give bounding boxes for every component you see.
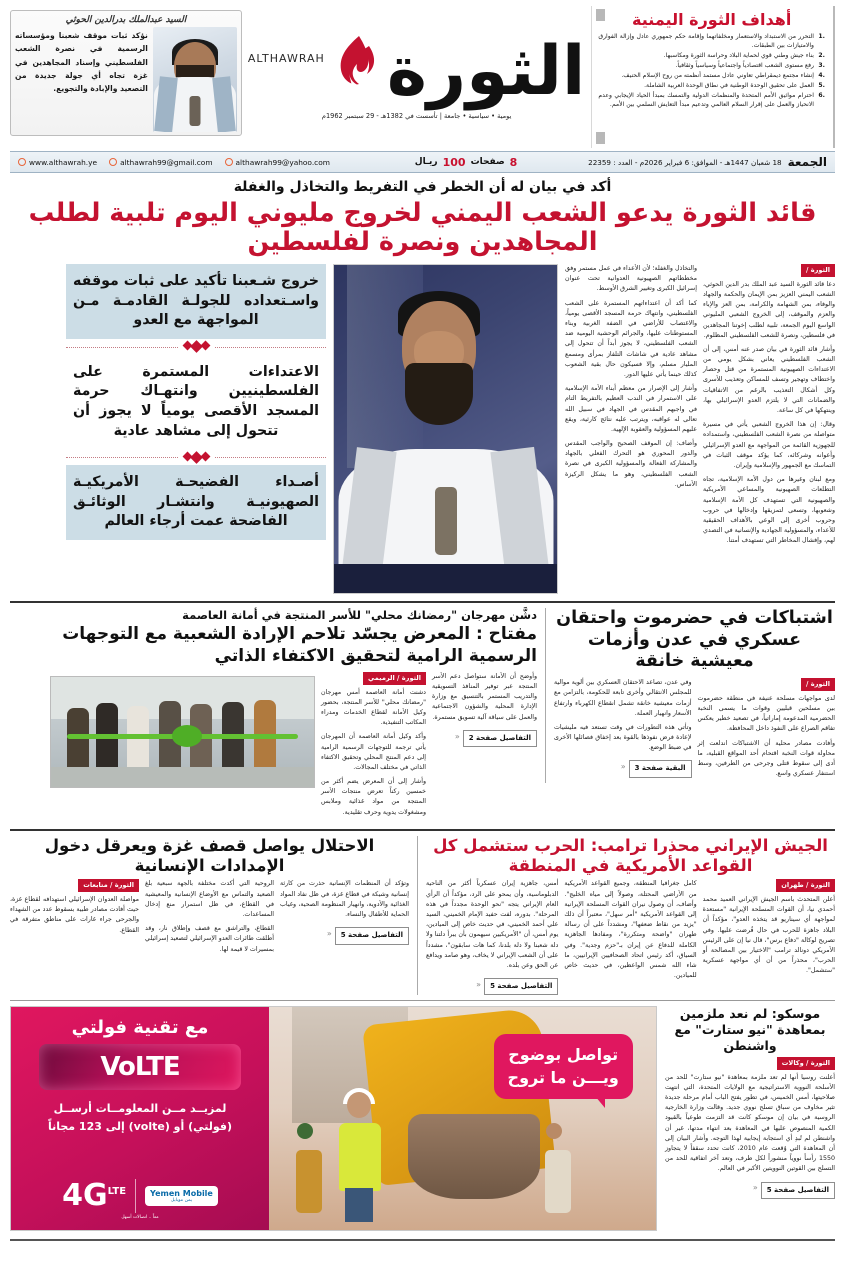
article-paragraph: الروحية التي أكدت مختلفة بالجهة سبعية بلغ الصعيد والتماس مع الأوضاع الإنسانية والمعيشية في القطاع، في ظل استمرار منع إدخال المساعدات.: [145, 880, 274, 918]
goals-item: [598, 92, 825, 110]
continuation-link[interactable]: التفاصيل صفحة 5: [335, 927, 409, 944]
goals-item: [598, 72, 825, 81]
continuation-link[interactable]: التفاصيل صفحة 5: [484, 978, 558, 995]
article-paragraph: مواصلة العدوان الإسرائيلي استهدافه لقطاع غزة، حيث أفادت مصادر طبية بسقوط عدد من الشهداء والجرحى جراء غارات على مناطق متفرقة في القطاع.: [10, 896, 139, 934]
pages-label: صفحات: [470, 157, 505, 167]
gmail-address: althawrah99@gmail.com: [120, 157, 213, 167]
volte-wordmark: VoLTE: [100, 1052, 180, 1083]
lead-paragraph: وقال: إن هذا الخروج الشعبي يأتي في مسيرة متواصلة من نصرة الشعب الفلسطيني، واستمداده للجهوزية القائمة من المواجهة مع العدو الإسرائيلي وأعوانه وشركائه، كما يؤكد موقف الثبات في التماسك مع الجمهور والإسلامية وإيران.: [703, 421, 835, 469]
goals-item-text: العمل على تحقيق الوحدة الوطنية في نطاق الوحدة العربية الشاملة.: [644, 81, 814, 89]
ad-worker-main: [335, 1092, 387, 1221]
globe-icon: [18, 158, 26, 166]
globe-icon: [109, 158, 117, 166]
byline-tag: الثورة / طهران: [776, 879, 835, 892]
goals-item-text: بناء جيش وطني قوي لحماية البلاد وحراسة الثورة ومكاسبها.: [663, 51, 814, 59]
lead-paragraph: وأشار إلى الإصرار من معظم أبناء الأمة الإسلامية على الاستمرار في الندب العظيم بالتفريط التام في واجبهم المقدس في الجهاد في سبيل الله تعالى له عواقبه، ويترتب عليه نتائج كارثية، ويقع عليهم المسؤولية والعقوبة الإلهية.: [565, 385, 697, 433]
portrait-desk: [334, 564, 557, 594]
article-headline[interactable]: اشتباكات في حضرموت واحتقان عسكري في عدن وأزمات معيشية خانقة: [556, 608, 833, 672]
festival-photo: [50, 676, 315, 788]
lead-paragraph: دعا قائد الثورة السيد عبد الملك بدر الدين الحوثي، الشعب اليمني العزيز بمن الإيمان والحكمة والجهاد والوفاء، بمن الشهامة والكرامة، بمن العز والإباء والعزم والموقف، إلى الخروج الشعبي المليوني الواسع اليوم الجمعة، تلبية لطلب إخوتنا المجاهدين في فلسطين، ونصرة للشعب الفلسطيني المظلوم.: [703, 280, 835, 339]
lead-paragraph: وأضاف: إن الموقف الصحيح والواجب المقدس والدور المحوري هو التحرك الفعلي بالجهاد والمشاركة الفعالة والمسؤولية الكبرى في نصرة الشعب الفلسطيني، وهو ما يشكل الركيزة الأساس.: [565, 440, 697, 488]
goals-item-text: إنشاء مجتمع ديمقراطي تعاوني عادل مستمد أنظمته من روح الإسلام الحنيف.: [621, 71, 814, 79]
currency-label: ريـال: [414, 157, 438, 167]
goals-item-text: التحرر من الاستبداد والاستعمار ومخلفاتهما وإقامة حكم جمهوري عادل وإزالة الفوارق والامتيازات بين الطبقات.: [598, 33, 814, 49]
chevron-icon: «: [620, 762, 626, 772]
excavator-bucket: [408, 1114, 540, 1199]
goals-item-text: احترام مواثيق الأمم المتحدة والمنظمات الدولية والتمسك بمبدأ الحياد الإيجابي وعدم الانحياز والعمل على إقرار السلام العالمي وتدعيم مبدأ التعايش السلمي بين الأمم.: [598, 91, 814, 108]
divider: [135, 1179, 136, 1213]
diamond-divider-icon: [179, 342, 214, 351]
article-columns: [10, 879, 409, 958]
article-paragraph: وأشار إلى أن المعرض يضم أكثر من خمسين ركناً تعرض منتجات الأسر المنتجة من مواد غذائية وملابس ومشغولات يدوية وحرف تقليدية.: [321, 778, 426, 816]
article-hadhramaut: [545, 608, 835, 783]
section-divider: [10, 1000, 835, 1001]
goals-list: [598, 33, 825, 110]
day-label: الجمعة: [787, 155, 827, 169]
goals-item-number: .3: [818, 61, 825, 69]
goals-item: [598, 52, 825, 61]
ad-worker-secondary: [541, 1123, 571, 1212]
article-paragraph: وأوضح أن الأمانة ستواصل دعم الأسر المنتجة عبر توفير المنافذ التسويقية والتدريب المستمر بالتنسيق مع وزارة الإدارة المحلية والشؤون الاجتماعية والعمل على سياقة آلية تسويق مستمرة.: [432, 672, 537, 721]
goals-item-number: .6: [818, 91, 825, 99]
subheadline-box[interactable]: الاعتداءات المستمرة على الفلسطينيين وانتهـاك حرمة المسجد الأقصى يومياً لا يجوز أن تتحول إلى مشاهد عادية: [66, 355, 326, 449]
leader-portrait-main: [333, 264, 558, 594]
continuation-wrap: [554, 757, 692, 777]
leader-quote-box: [10, 10, 242, 136]
article-headline[interactable]: الاحتلال يواصل قصف غزة ويعرقل دخول الإمدادات الإنسانية: [44, 835, 375, 875]
subheadline-box[interactable]: خروج شـعبنا تأكيد على ثبات موقفه واسـتعداده للجولـة القادمـة مـن المواجهة مع العدو: [66, 264, 326, 339]
ad-panel: [11, 1007, 269, 1230]
footer-divider: [10, 1239, 835, 1241]
byline-tag: الثورة / متابعات: [78, 879, 139, 892]
diamond-icon: [182, 451, 192, 461]
article-paragraph: وفي عدن، تصاعد الاحتقان العسكري بين ألوية موالية للمجلس الانتقالي وأخرى تابعة للحكومة، بالتزامن مع أزمات معيشية خانقة تشمل انقطاع الكهرباء وارتفاع الأسعار وانهيار العملة.: [554, 679, 692, 717]
goals-item: [598, 82, 825, 91]
safety-vest: [339, 1123, 381, 1190]
newspaper-logo: [242, 6, 591, 148]
goals-item-text: رفع مستوى الشعب اقتصادياً واجتماعياً وسياسياً وثقافياً.: [675, 61, 814, 69]
lead-column-left: [565, 264, 697, 550]
article-column: [280, 879, 409, 958]
article-paragraph: وتأتي هذه التطورات في وقت تستعد فيه مليشيات لإعادة فرض نفوذها بالقوة بعد إخفاق فصائلها الأخرى في ضبط الوضع.: [554, 723, 692, 752]
continuation-wrap: [426, 975, 558, 995]
worker-head: [546, 1123, 562, 1139]
worker-head: [347, 1092, 371, 1118]
article-paragraph: وأفادت مصادر محلية أن الاشتباكات اندلعت إثر محاولة قوات النخبة اقتحام أحد المواقع القبلية، ما أدى إلى سقوط قتلى وجرحى من الطرفين، وسط استنفار عسكري واسع.: [697, 739, 835, 778]
lead-paragraph: ومع لبنان وغيرها من دول الأمة الإسلامية، تجاه التطلعات الصهيونية والمساعي الأمريكية والصهيونية التي تستهدف كل الأمة الإسلامية وشعوبها، وتسعى لتمزيقها وإدخالها في حروب وحروب أخرى إلى الوعي بالأهداف الحقيقية للأعداء، والمسؤولية الجهادية والإنسانية في التصدي لهم، وإفشال المخاطر التي تستهدف أمتنا.: [703, 476, 835, 545]
goals-item-number: .5: [818, 81, 825, 89]
continuation-wrap: [432, 727, 537, 747]
lead-text-columns: [565, 264, 835, 550]
leader-portrait-small: [153, 27, 237, 132]
pages-count: 8: [509, 155, 518, 169]
lead-kicker: أكد في بيان له أن الخطر في التفريط والتخاذل والغفلة: [233, 179, 612, 195]
portrait-jambiya: [435, 487, 457, 555]
diamond-icon: [182, 341, 192, 351]
gmail-link[interactable]: [109, 158, 212, 167]
website-url: www.althawrah.ye: [29, 157, 98, 167]
article-iran-warning: [417, 836, 835, 996]
masthead: [0, 0, 845, 148]
lead-subheadlines: [66, 264, 326, 540]
yahoo-link[interactable]: [225, 158, 330, 167]
lead-story: [0, 173, 845, 594]
fourth-band: [0, 1006, 845, 1231]
article-headline[interactable]: الجيش الإيراني محذرا ترامب: الحرب ستشمل كل القواعد الأمريكية في المنطقة: [433, 835, 828, 875]
byline-tag: الثورة /: [801, 264, 835, 277]
continuation-link[interactable]: التفاصيل صفحة 5: [761, 1182, 835, 1199]
ad-info-line2: (فولتي) أو (volte) إلى 123 مجاناً: [47, 1120, 233, 1134]
ad-info-line1: لمزيــد مــن المعلومــات أرســل: [53, 1102, 227, 1116]
article-column: [703, 879, 835, 995]
chevron-icon: «: [476, 979, 482, 989]
continuation-wrap: [280, 924, 409, 944]
network-badge: [62, 1178, 126, 1213]
article-paragraph: دشنت أمانة العاصمة أمس مهرجان "رمضانك محلي" للأسر المنتجة، بحضور وكيل الأمانة لقطاع الخدمات ومدراء المكاتب التنفيذية.: [321, 688, 426, 727]
volte-logo: [39, 1044, 240, 1090]
chevron-icon: «: [454, 731, 460, 741]
article-paragraph: القطاع، والتراشق مع قصف وإطلاق نار، وقد أطلقت طائرات العدو الإسرائيلي لتصعيد إسرائيلي بمسيرات لا قيمة لها.: [145, 925, 274, 953]
network-type: LTE: [107, 1186, 127, 1198]
advertisement-yemen-mobile[interactable]: [10, 1006, 657, 1231]
website-link[interactable]: [18, 158, 97, 167]
byline-tag: الثورة /: [801, 678, 835, 691]
ad-worker-tertiary: [292, 1123, 322, 1212]
quote-body: [15, 27, 237, 132]
operator-tagline: معاً .. اتصالات أسهل: [121, 1215, 159, 1221]
network-generation: 4G: [62, 1178, 108, 1214]
flame-icon: [329, 34, 383, 96]
article-column: [564, 879, 696, 995]
article-headline[interactable]: موسكو: لم نعد ملزمين بمعاهدة "نيو ستارت" مع واشنطن: [674, 1006, 826, 1054]
article-paragraph: وأكد وكيل أمانة العاصمة أن المهرجان يأتي ترجمة للتوجهات الرسمية الرامية إلى دعم المنتج المحلي وتحقيق الاكتفاء الذاتي في مختلف المجالات.: [321, 733, 426, 771]
goals-item-number: .1: [818, 33, 825, 40]
continuation-link[interactable]: البقية صفحة 3: [629, 760, 692, 777]
ad-bubble-line1: تواصل بوضوح: [508, 1045, 619, 1065]
worker-body: [545, 1150, 571, 1212]
continuation-wrap: [665, 1179, 835, 1199]
third-band: [0, 836, 845, 996]
diamond-divider-icon: [179, 453, 214, 462]
globe-icon: [225, 158, 233, 166]
chevron-icon: «: [326, 928, 332, 938]
separator: [66, 339, 326, 355]
portrait-beard: [405, 363, 473, 425]
worker-body: [296, 1150, 322, 1212]
article-paragraph: كامل جغرافيا المنطقة، وجميع القواعد الأمريكية من الأراضي المحتلة، وصولاً إلى مياه الخليج". وأضاف، أن وصول نيران القوات المسلحة الإيرانية إلى القواعد الأمريكية "أمر سهل"، معتبراً أن ذلك "يزيد من نقاط ضعفها"، ومشدداً على أن رسالة طهران "واضحة ومتكررة"، ومفادها الجاهزية الكاملة للدفاع عن إيران بـ"حزم وجدية". وفي السياق، أكد رئيس اتحاد الصحافيين الإيرانيين، ما شاء الله شمس الواعظين، في حديث خاص للميادين.: [564, 880, 697, 980]
article-paragraph: وتؤكد أن المنظمات الإنسانية حذرت من كارثة إنسانية وشيكة في قطاع غزة، في ظل نفاد المواد الغذائية والأدوية، وانهيار المنظومة الصحية، وغياب الحماية للأطفال والنساء.: [280, 880, 409, 918]
price-value: 100: [442, 155, 466, 169]
article-columns: [10, 672, 537, 822]
lead-paragraph: والتخاذل والغفلة؛ لأن الأعداء في عمل مستمر وفق مخططاتهم الصهيونية العدوانية تحت عنوان إسرائيل الكبرى وتغيير الشرق الأوسط.: [565, 265, 697, 293]
article-column: [145, 879, 274, 958]
article-gaza: [10, 836, 409, 959]
logo-row: [247, 31, 586, 111]
article-column: [432, 672, 537, 822]
goals-item: [598, 33, 825, 51]
article-column: [554, 678, 692, 783]
yahoo-address: althawrah99@yahoo.com: [235, 157, 330, 167]
article-headline[interactable]: مفتاح : المعرض يجسّد تلاحم الإرادة الشعبية مع التوجهات الرسمية الرامية لتحقيق الاكتفاء الذاتي: [62, 624, 537, 666]
article-paragraph: أعلنت روسيا أنها لم تعد ملزمة بمعاهدة "نيو ستارت" للحد من الأسلحة النووية الاستراتيجية مع الولايات المتحدة، التي انتهت صلاحيتها، أمس الخميس، في تطور يفتح الباب أمام مرحلة جديدة تثير مخاوف من سباق تسلح نووي جديد. وقالت وزارة الخارجية الروسية في بيان إن موسكو كانت قد التزمت طوعياً بالقيود الكمية المنصوص عليها في المعاهدة بعد انتهاء مدتها، غير أن واشنطن لم تُبدِ أي استجابة إيجابية لهذا التوجه. وأشار البيان إلى أن المعاهدة التي وُقعت عام 2010، كانت تحدد سقفاً لا يتجاوز 1550 رأساً نووياً منشوراً لكل طرف، وتعد آخر اتفاقية للحد من التسلح بين القوتين النوويتين الأكبر في العالم.: [665, 1073, 835, 1173]
info-bar: [10, 151, 835, 173]
ad-footer: [23, 1178, 257, 1213]
article-paragraph: أعلن المتحدث باسم الجيش الإيراني العميد محمد أحمدي نيا، أن القوات المسلحة الإيرانية "مستعدة لمواجهة أي سيناريو قد يتخذه العدو"، مؤكداً أن البلاد جاهزة للحرب في حال فُرضت عليها. وفي تصريح لوكالة "دفاع برس"، قال نيا إن على الرئيس الأمريكي دونالد ترامب "الاختيار بين المصالحة أو الحرب"، محذراً من أن أي مواجهة عسكرية "ستشمل".: [702, 896, 835, 975]
article-column: [10, 879, 139, 958]
article-paragraph: أمس، جاهزية إيران عسكرياً أكثر من الناحية الدبلوماسية، وأن يمحو على الرد، مؤكداً أن الرأي العام الإيراني يتجه "نحو الوحدة مجدداً في هذه المرحلة". بدوره، لفت حفيد الإمام الخميني، السيد علي أحمد الخميني، في حديث خاص إلى الميادين، يوم أمس، أن "الأمريكيين سيهمون بأن يبرأ دلتنا ولا دلة شعبنا ولا دلة بلدنا، كما هات سابقون"، مشدداً على أن الشعب الإيراني لا يخاف، وهو صامد ويدافع عن الحق وعن بلده.: [426, 880, 559, 969]
lead-column-right: [703, 264, 835, 550]
article-column: [426, 879, 558, 995]
issue-date: 18 شعبان 1447هـ - الموافق: 6 فبراير 2026م - العدد : 22359: [588, 157, 782, 167]
lead-paragraph: كما أكد أن اعتداءاتهم المستمرة على الشعب الفلسطيني، وانتهاك حرمة المسجد الأقصى يومياً، والاغتصاب للأراضي في الضفة الغربية وبناء المستوطنات عليها، والجرائم الوحشية اليومية ضد الشعب الفلسطيني، لا يجوز أبداً أن تتحول إلى مشاهد عادية في شاشات التلفاز بمرأى ومسمع المليار مسلم، وإلا فسيكون حال بقية الشعوب كذلك حينما يأتي عليها الدور.: [565, 299, 697, 378]
chevron-icon: «: [752, 1183, 758, 1193]
photo-ground: [51, 767, 314, 787]
goals-item-number: .4: [818, 71, 825, 79]
second-band: [0, 608, 845, 822]
goals-item: [598, 62, 825, 71]
byline-tag: الثورة / وكالات: [777, 1057, 835, 1070]
article-column: [698, 678, 836, 783]
goals-item-number: .2: [818, 51, 825, 59]
goals-title: أهداف الثورة اليمنية: [632, 10, 792, 29]
leader-quote-text: نؤكد ثبات موقف شعبنا ومؤسساته الرسمية في نصرة الشعب الفلسطيني وإسناد المجاهدين في غزة تجاه أي جولة جديدة من التصعيد والإبادة والتجويع.: [15, 31, 148, 94]
article-paragraph: لدى مواجهات مسلحة عنيفة في منطقة حضرموت بين مسلحين قبليين وقوات ما يسمى النخبة الحضرمية المدعومة إماراتياً، في تصعيد خطير يعكس تفاقم الصراع على النفوذ داخل المحافظة.: [697, 694, 835, 733]
yemen-mobile-logo: [145, 1186, 218, 1206]
revolution-goals-box: [591, 6, 835, 148]
contact-links: [18, 158, 330, 167]
logo-arabic-title: الثورة: [386, 31, 586, 111]
ad-top-line: مع تقنية فولتي: [71, 1017, 209, 1039]
ad-bubble-line2: ويـــن ما تروح: [507, 1067, 619, 1087]
section-divider: [10, 829, 835, 831]
subheadline-box[interactable]: أصـداء الفضيحـة الأمريكيـة الصهيونيـة وانتشـار الوثائـق الفاضحة عمت أرجاء العالم: [66, 465, 326, 540]
ad-speech-bubble: [494, 1034, 633, 1099]
logo-tagline: يومية • سياسية • جامعة | تأسست في 1382هـ - 29 سبتمبر 1962م: [321, 112, 512, 120]
article-moscow: [665, 1006, 835, 1198]
byline-tag: الثورة / الرميمي: [363, 672, 426, 685]
lead-headline[interactable]: قائد الثورة يدعو الشعب اليمني لخروج مليوني اليوم تلبية لطلب المجاهدين ونصرة لفلسطين: [28, 198, 817, 257]
operator-name: Yemen Mobile: [150, 1188, 213, 1198]
separator: [66, 449, 326, 465]
logo-english-title: ALTHAWRAH: [247, 51, 325, 65]
ad-info: [23, 1100, 257, 1135]
diamond-icon: [190, 341, 203, 354]
worker-legs: [345, 1188, 373, 1222]
continuation-link[interactable]: التفاصيل صفحة 2: [463, 730, 537, 747]
portrait-jambiya: [189, 96, 200, 126]
worker-helmet: [297, 1123, 313, 1139]
lead-grid: [10, 264, 835, 594]
leader-signature: السيد عبدالملك بدرالدين الحوثي: [65, 15, 187, 25]
pages-and-price: [415, 156, 518, 169]
article-columns: [554, 678, 835, 783]
operator-sub: يمن موبايل: [170, 1197, 193, 1203]
section-divider: [10, 601, 835, 603]
article-kicker: دشَّن مهرجان "رمضانك محلي" للأسر المنتجة في أمانة العاصمة: [182, 608, 537, 623]
lead-paragraph: وأشار قائد الثورة في بيان صدر عنه أمس، إلى أن الشعب الفلسطيني يعاني بشكل يومي من الاعتداءات الصهيونية المستمرة من قتل وحصار واختطاف وتهجير وتسف للمساكن وتعذيب للأسرى وكل أشكال التعذيب بالرغم من الاتفاقيات والضمانات التي لا يلتزم العدو الإسرائيلي بها، وينتهكها في كل ساعة.: [703, 345, 835, 415]
article-column: [665, 1057, 835, 1199]
article-ramadan-festival: [10, 608, 537, 822]
article-column: [321, 672, 426, 822]
article-columns: [426, 879, 835, 995]
ad-photo: [269, 1007, 656, 1230]
